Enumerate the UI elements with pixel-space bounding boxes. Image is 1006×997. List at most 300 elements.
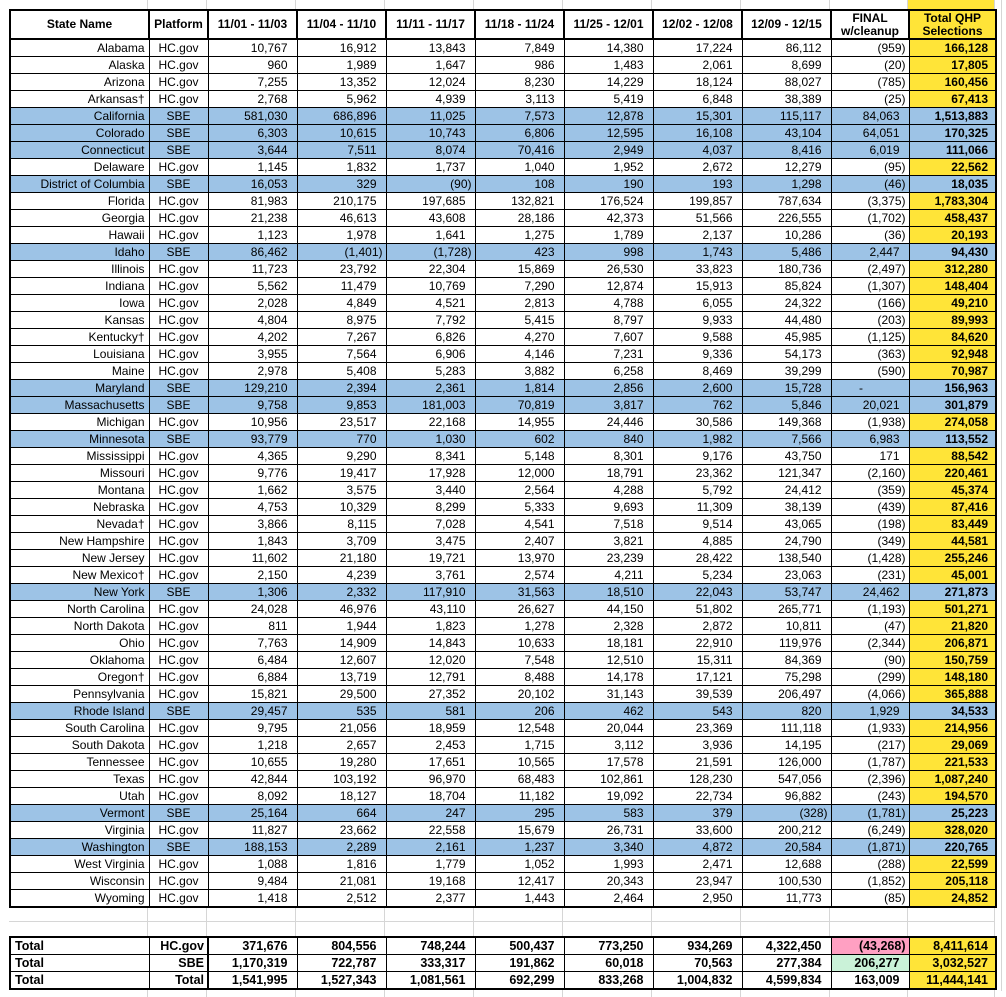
total-qhp-cell[interactable]: 92,948 bbox=[909, 346, 996, 363]
state-name-cell[interactable]: Idaho bbox=[10, 244, 149, 261]
week-value-cell[interactable]: 9,693 bbox=[564, 499, 653, 516]
final-cell[interactable]: (47) bbox=[831, 618, 909, 635]
week-value-cell[interactable]: 2,872 bbox=[653, 618, 742, 635]
total-qhp-cell[interactable]: 20,193 bbox=[909, 227, 996, 244]
platform-cell[interactable]: HC.gov bbox=[149, 771, 208, 788]
total-week-value-cell[interactable]: 1,170,319 bbox=[208, 955, 297, 972]
week-value-cell[interactable]: 13,719 bbox=[297, 669, 386, 686]
total-week-value-cell[interactable]: 371,676 bbox=[208, 937, 297, 955]
week-value-cell[interactable]: 22,734 bbox=[653, 788, 742, 805]
week-value-cell[interactable]: 108 bbox=[475, 176, 564, 193]
state-name-cell[interactable]: South Carolina bbox=[10, 720, 149, 737]
platform-cell[interactable]: HC.gov bbox=[149, 516, 208, 533]
total-qhp-cell[interactable]: 94,430 bbox=[909, 244, 996, 261]
week-value-cell[interactable]: 12,024 bbox=[386, 74, 475, 91]
platform-cell[interactable]: HC.gov bbox=[149, 890, 208, 908]
week-value-cell[interactable]: 4,270 bbox=[475, 329, 564, 346]
week-value-cell[interactable]: 51,566 bbox=[653, 210, 742, 227]
week-value-cell[interactable]: 22,168 bbox=[386, 414, 475, 431]
week-value-cell[interactable]: 19,417 bbox=[297, 465, 386, 482]
final-cell[interactable]: (1,781) bbox=[831, 805, 909, 822]
total-qhp-cell[interactable]: 458,437 bbox=[909, 210, 996, 227]
week-value-cell[interactable]: 23,662 bbox=[297, 822, 386, 839]
total-qhp-cell[interactable]: 84,620 bbox=[909, 329, 996, 346]
final-cell[interactable]: (2,497) bbox=[831, 261, 909, 278]
week-value-cell[interactable]: 2,407 bbox=[475, 533, 564, 550]
total-week-value-cell[interactable]: 70,563 bbox=[653, 955, 742, 972]
total-qhp-cell[interactable]: 22,562 bbox=[909, 159, 996, 176]
state-name-cell[interactable]: New Hampshire bbox=[10, 533, 149, 550]
platform-cell[interactable]: HC.gov bbox=[149, 788, 208, 805]
week-value-cell[interactable]: 181,003 bbox=[386, 397, 475, 414]
week-value-cell[interactable]: 200,212 bbox=[742, 822, 831, 839]
state-name-cell[interactable]: Minnesota bbox=[10, 431, 149, 448]
state-name-cell[interactable]: Oklahoma bbox=[10, 652, 149, 669]
final-cell[interactable]: (363) bbox=[831, 346, 909, 363]
platform-cell[interactable]: HC.gov bbox=[149, 448, 208, 465]
week-value-cell[interactable]: 5,234 bbox=[653, 567, 742, 584]
week-value-cell[interactable]: 15,679 bbox=[475, 822, 564, 839]
final-cell[interactable]: 6,983 bbox=[831, 431, 909, 448]
week-value-cell[interactable]: 6,258 bbox=[564, 363, 653, 380]
week-value-cell[interactable]: 12,688 bbox=[742, 856, 831, 873]
total-qhp-cell[interactable]: 166,128 bbox=[909, 39, 996, 57]
week-value-cell[interactable]: 3,475 bbox=[386, 533, 475, 550]
week-value-cell[interactable]: 24,412 bbox=[742, 482, 831, 499]
week-value-cell[interactable]: 180,736 bbox=[742, 261, 831, 278]
final-cell[interactable]: 1,929 bbox=[831, 703, 909, 720]
week-value-cell[interactable]: 1,052 bbox=[475, 856, 564, 873]
week-value-cell[interactable]: 10,811 bbox=[742, 618, 831, 635]
final-cell[interactable]: 20,021 bbox=[831, 397, 909, 414]
week-value-cell[interactable]: 3,644 bbox=[208, 142, 297, 159]
platform-cell[interactable]: HC.gov bbox=[149, 635, 208, 652]
week-value-cell[interactable]: 100,530 bbox=[742, 873, 831, 890]
week-value-cell[interactable]: 12,279 bbox=[742, 159, 831, 176]
total-qhp-cell[interactable]: 111,066 bbox=[909, 142, 996, 159]
platform-cell[interactable]: SBE bbox=[149, 703, 208, 720]
final-cell[interactable]: (1,933) bbox=[831, 720, 909, 737]
week-value-cell[interactable]: 33,823 bbox=[653, 261, 742, 278]
final-cell[interactable]: (1,193) bbox=[831, 601, 909, 618]
week-value-cell[interactable]: 1,816 bbox=[297, 856, 386, 873]
week-value-cell[interactable]: 70,416 bbox=[475, 142, 564, 159]
week-value-cell[interactable]: 4,202 bbox=[208, 329, 297, 346]
final-cell[interactable]: (20) bbox=[831, 57, 909, 74]
week-value-cell[interactable]: 54,173 bbox=[742, 346, 831, 363]
final-cell[interactable]: (785) bbox=[831, 74, 909, 91]
column-header-week-7[interactable]: 12/09 - 12/15 bbox=[742, 10, 831, 39]
week-value-cell[interactable]: 17,224 bbox=[653, 39, 742, 57]
week-value-cell[interactable]: 8,699 bbox=[742, 57, 831, 74]
week-value-cell[interactable]: 762 bbox=[653, 397, 742, 414]
week-value-cell[interactable]: 1,832 bbox=[297, 159, 386, 176]
week-value-cell[interactable]: 18,959 bbox=[386, 720, 475, 737]
state-name-cell[interactable]: Massachusetts bbox=[10, 397, 149, 414]
platform-cell[interactable]: HC.gov bbox=[149, 57, 208, 74]
state-name-cell[interactable]: Mississippi bbox=[10, 448, 149, 465]
state-name-cell[interactable]: Colorado bbox=[10, 125, 149, 142]
week-value-cell[interactable]: 8,416 bbox=[742, 142, 831, 159]
total-qhp-cell[interactable]: 113,552 bbox=[909, 431, 996, 448]
total-qhp-cell[interactable]: 45,001 bbox=[909, 567, 996, 584]
total-qhp-sum-cell[interactable]: 3,032,527 bbox=[909, 955, 996, 972]
week-value-cell[interactable]: 8,469 bbox=[653, 363, 742, 380]
week-value-cell[interactable]: 15,311 bbox=[653, 652, 742, 669]
week-value-cell[interactable]: 20,102 bbox=[475, 686, 564, 703]
week-value-cell[interactable]: 8,975 bbox=[297, 312, 386, 329]
final-cell[interactable]: 64,051 bbox=[831, 125, 909, 142]
week-value-cell[interactable]: 7,573 bbox=[475, 108, 564, 125]
column-header-platform[interactable]: Platform bbox=[149, 10, 208, 39]
week-value-cell[interactable]: 102,861 bbox=[564, 771, 653, 788]
week-value-cell[interactable]: 1,814 bbox=[475, 380, 564, 397]
week-value-cell[interactable]: 19,092 bbox=[564, 788, 653, 805]
week-value-cell[interactable]: 103,192 bbox=[297, 771, 386, 788]
platform-cell[interactable]: SBE bbox=[149, 397, 208, 414]
week-value-cell[interactable]: 20,584 bbox=[742, 839, 831, 856]
week-value-cell[interactable]: 25,164 bbox=[208, 805, 297, 822]
final-cell[interactable]: (4,066) bbox=[831, 686, 909, 703]
week-value-cell[interactable]: 2,161 bbox=[386, 839, 475, 856]
week-value-cell[interactable]: 43,750 bbox=[742, 448, 831, 465]
total-qhp-cell[interactable]: 25,223 bbox=[909, 805, 996, 822]
week-value-cell[interactable]: 5,486 bbox=[742, 244, 831, 261]
total-final-cell[interactable]: 206,277 bbox=[831, 955, 909, 972]
week-value-cell[interactable]: 20,044 bbox=[564, 720, 653, 737]
platform-cell[interactable]: HC.gov bbox=[149, 74, 208, 91]
platform-cell[interactable]: HC.gov bbox=[149, 669, 208, 686]
week-value-cell[interactable]: 23,517 bbox=[297, 414, 386, 431]
state-name-cell[interactable]: Connecticut bbox=[10, 142, 149, 159]
week-value-cell[interactable]: 3,761 bbox=[386, 567, 475, 584]
week-value-cell[interactable]: 2,028 bbox=[208, 295, 297, 312]
total-qhp-cell[interactable]: 88,542 bbox=[909, 448, 996, 465]
total-qhp-cell[interactable]: 1,783,304 bbox=[909, 193, 996, 210]
state-name-cell[interactable]: Pennsylvania bbox=[10, 686, 149, 703]
week-value-cell[interactable]: 11,479 bbox=[297, 278, 386, 295]
week-value-cell[interactable]: 51,802 bbox=[653, 601, 742, 618]
state-name-cell[interactable]: Indiana bbox=[10, 278, 149, 295]
week-value-cell[interactable]: 197,685 bbox=[386, 193, 475, 210]
week-value-cell[interactable]: 18,791 bbox=[564, 465, 653, 482]
platform-cell[interactable]: SBE bbox=[149, 805, 208, 822]
week-value-cell[interactable]: 3,821 bbox=[564, 533, 653, 550]
platform-cell[interactable]: HC.gov bbox=[149, 278, 208, 295]
week-value-cell[interactable]: 1,145 bbox=[208, 159, 297, 176]
week-value-cell[interactable]: 1,275 bbox=[475, 227, 564, 244]
week-value-cell[interactable]: 206 bbox=[475, 703, 564, 720]
week-value-cell[interactable]: 13,352 bbox=[297, 74, 386, 91]
week-value-cell[interactable]: 3,955 bbox=[208, 346, 297, 363]
week-value-cell[interactable]: 3,340 bbox=[564, 839, 653, 856]
week-value-cell[interactable]: 43,065 bbox=[742, 516, 831, 533]
week-value-cell[interactable]: 8,074 bbox=[386, 142, 475, 159]
week-value-cell[interactable]: 1,641 bbox=[386, 227, 475, 244]
state-name-cell[interactable]: New Jersey bbox=[10, 550, 149, 567]
total-qhp-cell[interactable]: 206,871 bbox=[909, 635, 996, 652]
week-value-cell[interactable]: 23,239 bbox=[564, 550, 653, 567]
final-cell[interactable]: - bbox=[831, 380, 909, 397]
total-qhp-sum-cell[interactable]: 11,444,141 bbox=[909, 972, 996, 990]
platform-cell[interactable]: HC.gov bbox=[149, 227, 208, 244]
state-name-cell[interactable]: Louisiana bbox=[10, 346, 149, 363]
week-value-cell[interactable]: 6,826 bbox=[386, 329, 475, 346]
total-qhp-cell[interactable]: 301,879 bbox=[909, 397, 996, 414]
week-value-cell[interactable]: 1,030 bbox=[386, 431, 475, 448]
final-cell[interactable]: 6,019 bbox=[831, 142, 909, 159]
week-value-cell[interactable]: 23,792 bbox=[297, 261, 386, 278]
week-value-cell[interactable]: 7,267 bbox=[297, 329, 386, 346]
state-name-cell[interactable]: Maine bbox=[10, 363, 149, 380]
state-name-cell[interactable]: Hawaii bbox=[10, 227, 149, 244]
platform-cell[interactable]: HC.gov bbox=[149, 550, 208, 567]
total-week-value-cell[interactable]: 500,437 bbox=[475, 937, 564, 955]
week-value-cell[interactable]: 12,595 bbox=[564, 125, 653, 142]
week-value-cell[interactable]: 14,229 bbox=[564, 74, 653, 91]
week-value-cell[interactable]: 3,440 bbox=[386, 482, 475, 499]
week-value-cell[interactable]: 42,844 bbox=[208, 771, 297, 788]
week-value-cell[interactable]: 2,394 bbox=[297, 380, 386, 397]
week-value-cell[interactable]: 88,027 bbox=[742, 74, 831, 91]
week-value-cell[interactable]: 7,849 bbox=[475, 39, 564, 57]
week-value-cell[interactable]: 4,521 bbox=[386, 295, 475, 312]
state-name-cell[interactable]: Missouri bbox=[10, 465, 149, 482]
week-value-cell[interactable]: 111,118 bbox=[742, 720, 831, 737]
week-value-cell[interactable]: 7,792 bbox=[386, 312, 475, 329]
week-value-cell[interactable]: 787,634 bbox=[742, 193, 831, 210]
total-label-cell[interactable]: Total bbox=[10, 955, 149, 972]
week-value-cell[interactable]: 329 bbox=[297, 176, 386, 193]
week-value-cell[interactable]: 45,985 bbox=[742, 329, 831, 346]
total-qhp-cell[interactable]: 220,461 bbox=[909, 465, 996, 482]
state-name-cell[interactable]: New York bbox=[10, 584, 149, 601]
week-value-cell[interactable]: 5,792 bbox=[653, 482, 742, 499]
final-cell[interactable]: (299) bbox=[831, 669, 909, 686]
total-qhp-cell[interactable]: 44,581 bbox=[909, 533, 996, 550]
state-name-cell[interactable]: Washington bbox=[10, 839, 149, 856]
week-value-cell[interactable]: 1,843 bbox=[208, 533, 297, 550]
week-value-cell[interactable]: 4,804 bbox=[208, 312, 297, 329]
state-name-cell[interactable]: Alaska bbox=[10, 57, 149, 74]
week-value-cell[interactable]: 10,633 bbox=[475, 635, 564, 652]
week-value-cell[interactable]: 15,728 bbox=[742, 380, 831, 397]
week-value-cell[interactable]: 18,704 bbox=[386, 788, 475, 805]
week-value-cell[interactable]: 12,417 bbox=[475, 873, 564, 890]
total-platform-cell[interactable]: Total bbox=[149, 972, 208, 990]
week-value-cell[interactable]: 15,301 bbox=[653, 108, 742, 125]
week-value-cell[interactable]: 1,952 bbox=[564, 159, 653, 176]
total-qhp-cell[interactable]: 1,087,240 bbox=[909, 771, 996, 788]
platform-cell[interactable]: HC.gov bbox=[149, 618, 208, 635]
platform-cell[interactable]: HC.gov bbox=[149, 754, 208, 771]
total-qhp-cell[interactable]: 1,513,883 bbox=[909, 108, 996, 125]
week-value-cell[interactable]: 3,575 bbox=[297, 482, 386, 499]
week-value-cell[interactable]: 1,823 bbox=[386, 618, 475, 635]
week-value-cell[interactable]: 1,779 bbox=[386, 856, 475, 873]
week-value-cell[interactable]: 21,238 bbox=[208, 210, 297, 227]
week-value-cell[interactable]: 2,061 bbox=[653, 57, 742, 74]
week-value-cell[interactable]: 129,210 bbox=[208, 380, 297, 397]
total-week-value-cell[interactable]: 748,244 bbox=[386, 937, 475, 955]
week-value-cell[interactable]: 9,176 bbox=[653, 448, 742, 465]
week-value-cell[interactable]: 11,025 bbox=[386, 108, 475, 125]
total-qhp-cell[interactable]: 21,820 bbox=[909, 618, 996, 635]
week-value-cell[interactable]: 44,480 bbox=[742, 312, 831, 329]
state-name-cell[interactable]: Kansas bbox=[10, 312, 149, 329]
state-name-cell[interactable]: Wisconsin bbox=[10, 873, 149, 890]
platform-cell[interactable]: SBE bbox=[149, 380, 208, 397]
week-value-cell[interactable]: 10,743 bbox=[386, 125, 475, 142]
week-value-cell[interactable]: 39,299 bbox=[742, 363, 831, 380]
state-name-cell[interactable]: Iowa bbox=[10, 295, 149, 312]
week-value-cell[interactable]: 998 bbox=[564, 244, 653, 261]
state-name-cell[interactable]: Kentucky† bbox=[10, 329, 149, 346]
week-value-cell[interactable]: 6,906 bbox=[386, 346, 475, 363]
total-qhp-cell[interactable]: 156,963 bbox=[909, 380, 996, 397]
platform-cell[interactable]: HC.gov bbox=[149, 686, 208, 703]
week-value-cell[interactable]: 1,789 bbox=[564, 227, 653, 244]
platform-cell[interactable]: HC.gov bbox=[149, 873, 208, 890]
week-value-cell[interactable]: 5,148 bbox=[475, 448, 564, 465]
total-week-value-cell[interactable]: 1,081,561 bbox=[386, 972, 475, 990]
week-value-cell[interactable]: 13,843 bbox=[386, 39, 475, 57]
total-label-cell[interactable]: Total bbox=[10, 937, 149, 955]
week-value-cell[interactable]: 9,588 bbox=[653, 329, 742, 346]
week-value-cell[interactable]: 1,647 bbox=[386, 57, 475, 74]
week-value-cell[interactable]: 820 bbox=[742, 703, 831, 720]
week-value-cell[interactable]: 149,368 bbox=[742, 414, 831, 431]
final-cell[interactable]: 24,462 bbox=[831, 584, 909, 601]
total-week-value-cell[interactable]: 722,787 bbox=[297, 955, 386, 972]
state-name-cell[interactable]: District of Columbia bbox=[10, 176, 149, 193]
total-qhp-cell[interactable]: 24,852 bbox=[909, 890, 996, 908]
week-value-cell[interactable]: 24,322 bbox=[742, 295, 831, 312]
week-value-cell[interactable]: 10,329 bbox=[297, 499, 386, 516]
week-value-cell[interactable]: 2,453 bbox=[386, 737, 475, 754]
total-qhp-cell[interactable]: 83,449 bbox=[909, 516, 996, 533]
week-value-cell[interactable]: 68,483 bbox=[475, 771, 564, 788]
week-value-cell[interactable]: 2,600 bbox=[653, 380, 742, 397]
week-value-cell[interactable]: 7,290 bbox=[475, 278, 564, 295]
week-value-cell[interactable]: 176,524 bbox=[564, 193, 653, 210]
total-qhp-cell[interactable]: 221,533 bbox=[909, 754, 996, 771]
state-name-cell[interactable]: North Dakota bbox=[10, 618, 149, 635]
week-value-cell[interactable]: 5,408 bbox=[297, 363, 386, 380]
final-cell[interactable]: (1,938) bbox=[831, 414, 909, 431]
week-value-cell[interactable]: 3,112 bbox=[564, 737, 653, 754]
week-value-cell[interactable]: 17,651 bbox=[386, 754, 475, 771]
platform-cell[interactable]: HC.gov bbox=[149, 159, 208, 176]
platform-cell[interactable]: SBE bbox=[149, 244, 208, 261]
week-value-cell[interactable]: 5,419 bbox=[564, 91, 653, 108]
week-value-cell[interactable]: 117,910 bbox=[386, 584, 475, 601]
week-value-cell[interactable]: 686,896 bbox=[297, 108, 386, 125]
total-qhp-cell[interactable]: 87,416 bbox=[909, 499, 996, 516]
total-qhp-cell[interactable]: 271,873 bbox=[909, 584, 996, 601]
week-value-cell[interactable]: 1,715 bbox=[475, 737, 564, 754]
week-value-cell[interactable]: 247 bbox=[386, 805, 475, 822]
week-value-cell[interactable]: 11,309 bbox=[653, 499, 742, 516]
week-value-cell[interactable]: 38,139 bbox=[742, 499, 831, 516]
week-value-cell[interactable]: 1,298 bbox=[742, 176, 831, 193]
week-value-cell[interactable]: 14,195 bbox=[742, 737, 831, 754]
week-value-cell[interactable]: 11,723 bbox=[208, 261, 297, 278]
week-value-cell[interactable]: 22,304 bbox=[386, 261, 475, 278]
week-value-cell[interactable]: 1,989 bbox=[297, 57, 386, 74]
week-value-cell[interactable]: 602 bbox=[475, 431, 564, 448]
week-value-cell[interactable]: 30,586 bbox=[653, 414, 742, 431]
week-value-cell[interactable]: 1,982 bbox=[653, 431, 742, 448]
week-value-cell[interactable]: 2,512 bbox=[297, 890, 386, 908]
total-qhp-cell[interactable]: 194,570 bbox=[909, 788, 996, 805]
total-week-value-cell[interactable]: 1,004,832 bbox=[653, 972, 742, 990]
final-cell[interactable]: (959) bbox=[831, 39, 909, 57]
week-value-cell[interactable]: 14,909 bbox=[297, 635, 386, 652]
week-value-cell[interactable]: 7,548 bbox=[475, 652, 564, 669]
week-value-cell[interactable]: 26,530 bbox=[564, 261, 653, 278]
week-value-cell[interactable]: 206,497 bbox=[742, 686, 831, 703]
week-value-cell[interactable]: 295 bbox=[475, 805, 564, 822]
total-week-value-cell[interactable]: 773,250 bbox=[564, 937, 653, 955]
week-value-cell[interactable]: 1,662 bbox=[208, 482, 297, 499]
week-value-cell[interactable]: 6,055 bbox=[653, 295, 742, 312]
week-value-cell[interactable]: 10,769 bbox=[386, 278, 475, 295]
column-header-week-4[interactable]: 11/18 - 11/24 bbox=[475, 10, 564, 39]
state-name-cell[interactable]: Nevada† bbox=[10, 516, 149, 533]
week-value-cell[interactable]: 1,443 bbox=[475, 890, 564, 908]
week-value-cell[interactable]: 4,365 bbox=[208, 448, 297, 465]
final-cell[interactable]: (198) bbox=[831, 516, 909, 533]
week-value-cell[interactable]: 986 bbox=[475, 57, 564, 74]
week-value-cell[interactable]: 664 bbox=[297, 805, 386, 822]
week-value-cell[interactable]: 10,655 bbox=[208, 754, 297, 771]
final-cell[interactable]: (2,160) bbox=[831, 465, 909, 482]
week-value-cell[interactable]: 543 bbox=[653, 703, 742, 720]
week-value-cell[interactable]: 81,983 bbox=[208, 193, 297, 210]
column-header-week-2[interactable]: 11/04 - 11/10 bbox=[297, 10, 386, 39]
final-cell[interactable]: (359) bbox=[831, 482, 909, 499]
week-value-cell[interactable]: 33,600 bbox=[653, 822, 742, 839]
week-value-cell[interactable]: 8,115 bbox=[297, 516, 386, 533]
week-value-cell[interactable]: 423 bbox=[475, 244, 564, 261]
week-value-cell[interactable]: 23,947 bbox=[653, 873, 742, 890]
state-name-cell[interactable]: Michigan bbox=[10, 414, 149, 431]
final-cell[interactable]: (349) bbox=[831, 533, 909, 550]
week-value-cell[interactable]: 53,747 bbox=[742, 584, 831, 601]
week-value-cell[interactable]: 9,758 bbox=[208, 397, 297, 414]
platform-cell[interactable]: HC.gov bbox=[149, 91, 208, 108]
week-value-cell[interactable]: 14,178 bbox=[564, 669, 653, 686]
week-value-cell[interactable]: 7,511 bbox=[297, 142, 386, 159]
week-value-cell[interactable]: 75,298 bbox=[742, 669, 831, 686]
state-name-cell[interactable]: California bbox=[10, 108, 149, 125]
week-value-cell[interactable]: 15,913 bbox=[653, 278, 742, 295]
total-week-value-cell[interactable]: 191,862 bbox=[475, 955, 564, 972]
platform-cell[interactable]: HC.gov bbox=[149, 363, 208, 380]
final-cell[interactable]: (590) bbox=[831, 363, 909, 380]
week-value-cell[interactable]: 7,028 bbox=[386, 516, 475, 533]
week-value-cell[interactable]: 14,380 bbox=[564, 39, 653, 57]
week-value-cell[interactable]: 31,563 bbox=[475, 584, 564, 601]
week-value-cell[interactable]: 2,332 bbox=[297, 584, 386, 601]
week-value-cell[interactable]: 38,389 bbox=[742, 91, 831, 108]
final-cell[interactable]: (439) bbox=[831, 499, 909, 516]
final-cell[interactable]: (1,702) bbox=[831, 210, 909, 227]
week-value-cell[interactable]: 2,471 bbox=[653, 856, 742, 873]
week-value-cell[interactable]: 2,328 bbox=[564, 618, 653, 635]
week-value-cell[interactable]: 15,869 bbox=[475, 261, 564, 278]
